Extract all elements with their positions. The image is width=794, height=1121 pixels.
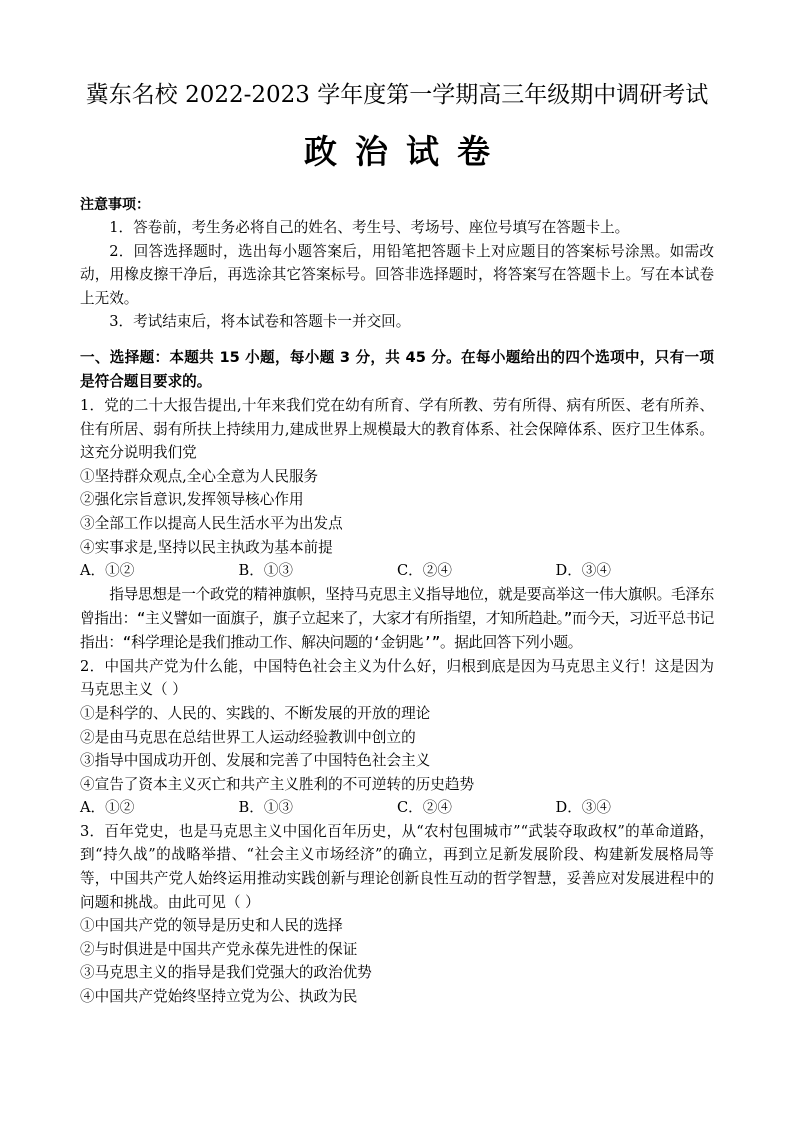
question-1-item-1: ①坚持群众观点,全心全意为人民服务 xyxy=(80,467,319,485)
notes-heading: 注意事项： xyxy=(80,197,150,213)
question-3-item-3: ③马克思主义的指导是我们党强大的政治优势 xyxy=(80,964,372,982)
question-1-option-a: A．①② xyxy=(80,562,135,580)
note-item-1: 1．答卷前，考生务必将自己的姓名、考生号、考场号、座位号填写在答题卡上。 xyxy=(109,219,630,236)
question-3-item-1: ①中国共产党的领导是历史和人民的选择 xyxy=(80,917,343,935)
question-2-option-c: C．②④ xyxy=(397,799,452,817)
exam-title: 冀东名校 2022-2023 学年度第一学期高三年级期中调研考试 xyxy=(85,82,709,108)
question-1-item-2: ②强化宗旨意识,发挥领导核心作用 xyxy=(80,491,304,509)
question-2-item-2: ②是由马克思在总结世界工人运动经验教训中创立的 xyxy=(80,728,416,746)
question-1-stem: 1．党的二十大报告提出,十年来我们党在幼有所育、学有所教、劳有所得、病有所医、老有所养、住有所居、弱有所扶上持续用力,建成世界上规模最大的教育体系、社会保障体系、医疗卫生体系。这充分说明我们党 xyxy=(80,396,714,462)
subject-title: 政治试卷 xyxy=(304,132,508,171)
question-1-item-3: ③全部工作以提高人民生活水平为出发点 xyxy=(80,514,343,532)
question-1-option-c: C．②④ xyxy=(397,562,452,580)
note-item-2: 2．回答选择题时，选出每小题答案后，用铅笔把答题卡上对应题目的答案标号涂黑。如需改动，用橡皮擦干净后，再选涂其它答案标号。回答非选择题时，将答案写在答题卡上。写在本试卷上无效。 xyxy=(80,242,714,307)
question-2-option-b: B．①③ xyxy=(238,799,294,817)
question-3-stem: 3．百年党史，也是马克思主义中国化百年历史，从“农村包围城市”“武装夺取政权”的革命道路，到“持久战”的战略举措、“社会主义市场经济”的确立，再到立足新发展阶段、构建新发展格局等等，中国共产党人始终运用推动实践创新与理论创新良性互动的哲学智慧，妥善应对发展进程中的问题和挑战。由此可见（ ） xyxy=(80,822,714,911)
note-item-3: 3．考试结束后，将本试卷和答题卡一并交回。 xyxy=(109,313,411,331)
question-1-option-b: B．①③ xyxy=(238,562,294,580)
question-2-option-d: D．③④ xyxy=(555,799,611,817)
reading-material: 指导思想是一个政党的精神旗帜，坚持马克思主义指导地位，就是要高举这一伟大旗帜。毛泽东曾指出：“主义譬如一面旗子，旗子立起来了，大家才有所指望，才知所趋赴。”而今天，习近平总书记指出：“科学理论是我们推动工作、解决问题的‘金钥匙’”。据此回答下列小题。 xyxy=(80,585,715,651)
question-2-item-1: ①是科学的、人民的、实践的、不断发展的开放的理论 xyxy=(80,704,431,722)
question-3-item-4: ④中国共产党始终坚持立党为公、执政为民 xyxy=(80,988,358,1006)
question-2-options xyxy=(80,796,714,820)
question-2-item-3: ③指导中国成功开创、发展和完善了中国特色社会主义 xyxy=(80,752,431,770)
question-2-stem: 2．中国共产党为什么能，中国特色社会主义为什么好，归根到底是因为马克思主义行！这是因为马克思主义（ ） xyxy=(80,657,714,699)
question-1-item-4: ④实事求是,坚持以民主执政为基本前提 xyxy=(80,538,333,556)
question-2-item-4: ④宣告了资本主义灭亡和共产主义胜利的不可逆转的历史趋势 xyxy=(80,775,475,793)
question-3-item-2: ②与时俱进是中国共产党永葆先进性的保证 xyxy=(80,940,358,958)
question-1-option-d: D．③④ xyxy=(555,562,611,580)
question-2-option-a: A．①② xyxy=(80,799,135,817)
section-heading: 一、选择题：本题共 15 小题，每小题 3 分，共 45 分。在每小题给出的四个选项中，只有一项是符合题目要求的。 xyxy=(80,348,714,390)
question-1-options xyxy=(80,559,714,583)
